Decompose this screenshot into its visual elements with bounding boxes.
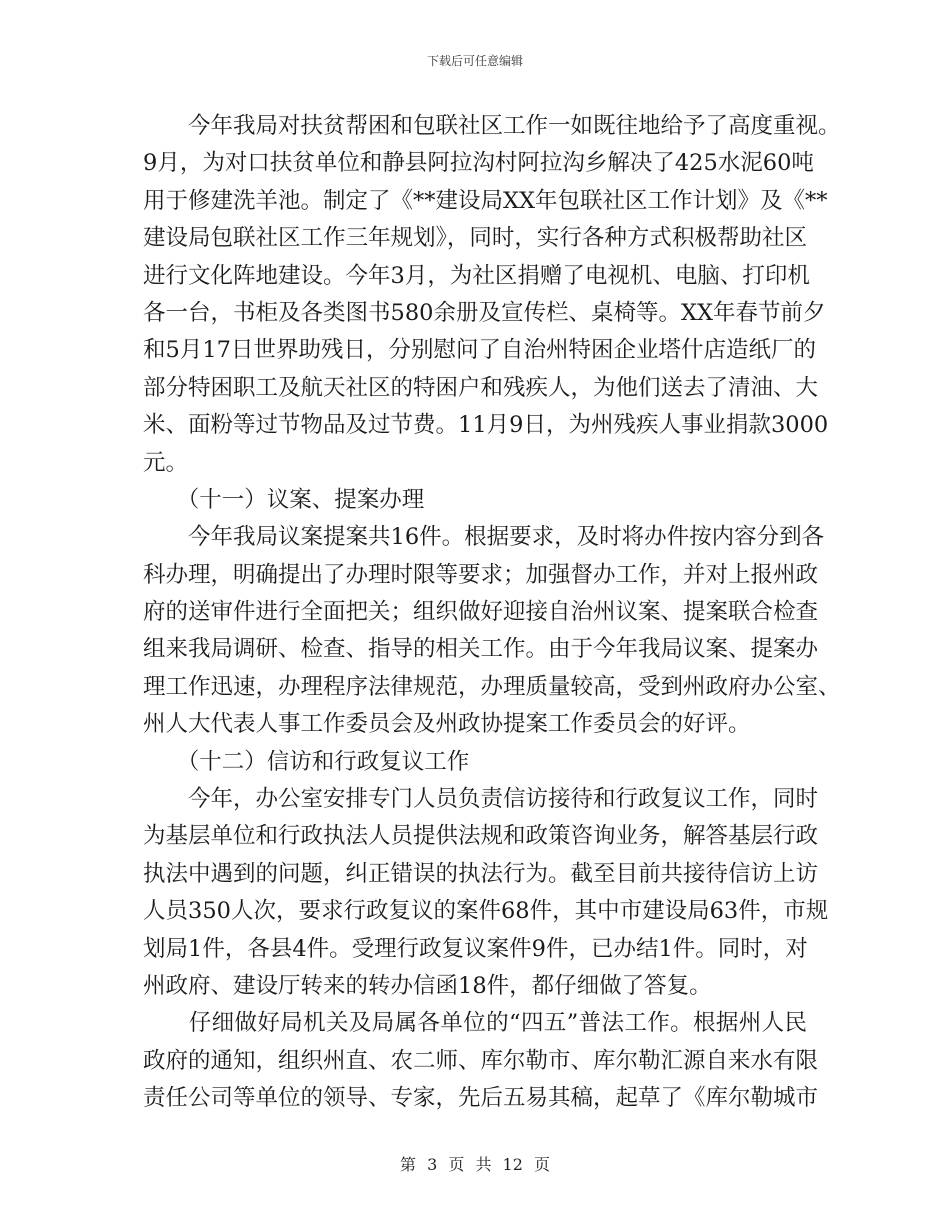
text-line: 元。 xyxy=(143,449,189,476)
text-line: 组来我局调研、检查、指导的相关工作。由于今年我局议案、提案办 xyxy=(143,636,819,663)
text-line: 政府的通知，组织州直、农二师、库尔勒市、库尔勒汇源自来水有限 xyxy=(143,1047,819,1074)
text-line: 仔细做好局机关及局属各单位的“四五”普法工作。根据州人民 xyxy=(143,1010,807,1037)
text-line: 为基层单位和行政执法人员提供法规和政策咨询业务，解答基层行政 xyxy=(143,823,819,850)
text-line: （十一）议案、提案办理 xyxy=(143,486,425,513)
text-line: 各一台，书柜及各类图书580余册及宣传栏、桌椅等。XX年春节前夕 xyxy=(143,299,826,326)
text-line: 州人大代表人事工作委员会及州政协提案工作委员会的好评。 xyxy=(143,711,751,738)
page-footer: 第 3 页 共 12 页 xyxy=(400,1155,550,1174)
text-line: 部分特困职工及航天社区的特困户和残疾人，为他们送去了清油、大 xyxy=(143,374,819,401)
text-line: 执法中遇到的问题，纠正错误的执法行为。截至目前共接待信访上访 xyxy=(143,860,819,887)
text-line: 今年我局对扶贫帮困和包联社区工作一如既往地给予了高度重视。 xyxy=(143,113,841,139)
text-line: 理工作迅速，办理程序法律规范，办理质量较高，受到州政府办公室、 xyxy=(143,673,841,700)
text-line: 划局1件，各县4件。受理行政复议案件9件，已办结1件。同时，对 xyxy=(143,935,808,962)
text-line: 府的送审件进行全面把关；组织做好迎接自治州议案、提案联合检查 xyxy=(143,599,819,626)
text-line: 人员350人次，要求行政复议的案件68件，其中市建设局63件，市规 xyxy=(143,898,829,925)
text-line: 米、面粉等过节物品及过节费。11月9日，为州残疾人事业捐款3000 xyxy=(143,412,829,439)
text-line: 科办理，明确提出了办理时限等要求；加强督办工作，并对上报州政 xyxy=(143,561,819,588)
text-line: 今年，办公室安排专门人员负责信访接待和行政复议工作，同时 xyxy=(143,786,819,813)
text-line: 进行文化阵地建设。今年3月，为社区捐赠了电视机、电脑、打印机 xyxy=(143,262,810,289)
text-line: 今年我局议案提案共16件。根据要求，及时将办件按内容分到各 xyxy=(143,524,825,551)
text-line: 9月，为对口扶贫单位和静县阿拉沟村阿拉沟乡解决了425水泥60吨 xyxy=(143,150,814,177)
text-line: 和5月17日世界助残日，分别慰问了自治州特困企业塔什店造纸厂的 xyxy=(143,337,816,364)
document-body xyxy=(143,108,841,1118)
text-line: （十二）信访和行政复议工作 xyxy=(143,748,470,775)
text-line: 责任公司等单位的领导、专家，先后五易其稿，起草了《库尔勒城市 xyxy=(143,1085,819,1112)
text-line: 州政府、建设厅转来的转办信函18件，都仔细做了答复。 xyxy=(143,972,712,999)
text-line: 建设局包联社区工作三年规划》，同时，实行各种方式积极帮助社区 xyxy=(143,225,807,252)
page-header: 下载后可任意编辑 xyxy=(426,54,523,68)
text-line: 用于修建洗羊池。制定了《**建设局XX年包联社区工作计划》及《** xyxy=(143,187,828,214)
